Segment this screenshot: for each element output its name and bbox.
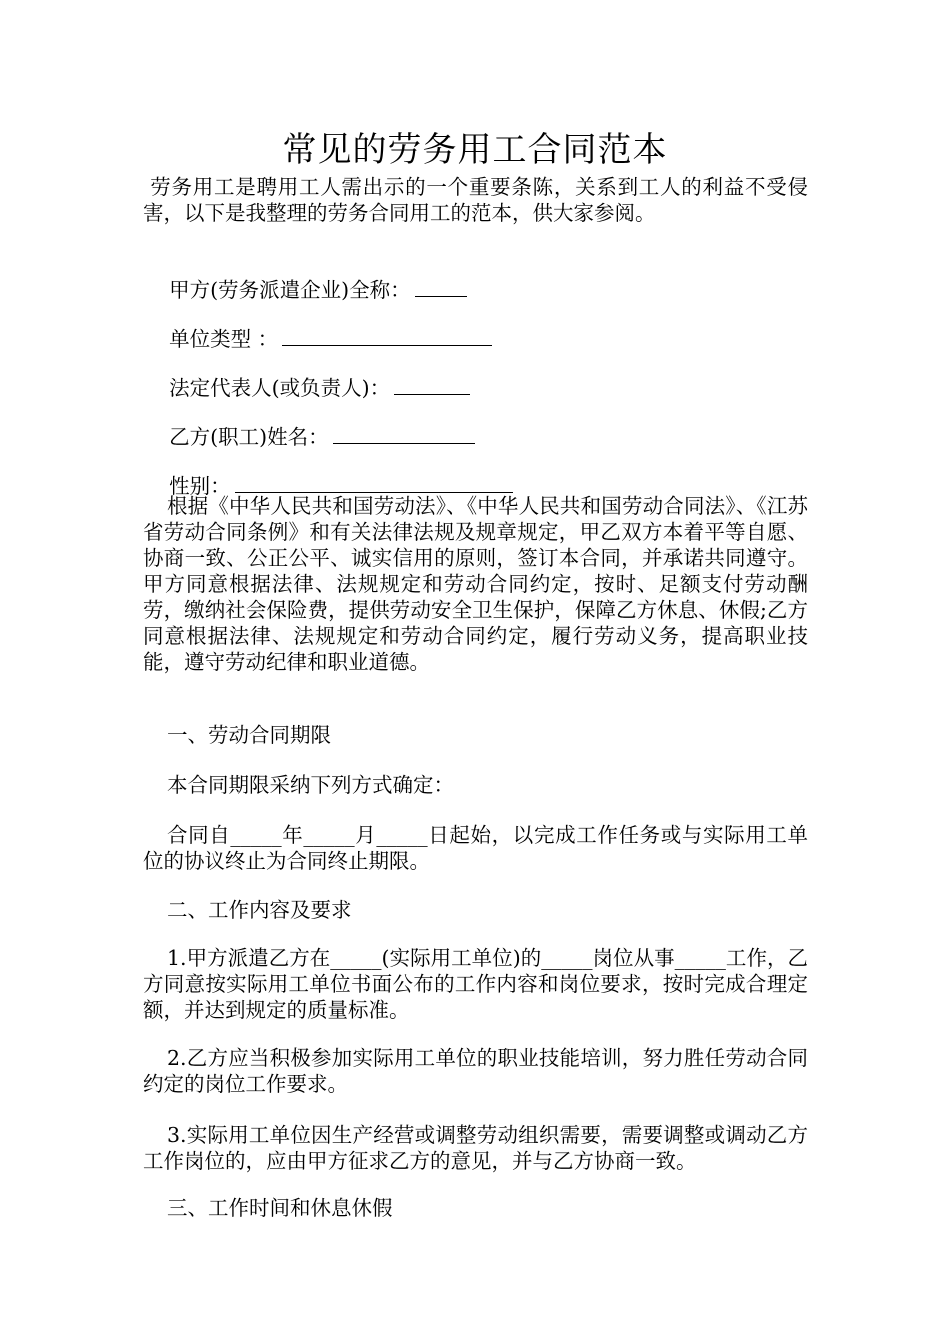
- field-legal-rep-blank: [394, 375, 470, 395]
- field-party-a-blank: [415, 277, 467, 297]
- intro-paragraph: 劳务用工是聘用工人需出示的一个重要条陈，关系到工人的利益不受侵害，以下是我整理的劳务合同用工的范本，供大家参阅。: [143, 175, 808, 225]
- section-2-item-3: 3.实际用工单位因生产经营或调整劳动组织需要，需要调整或调动乙方工作岗位的，应由甲方征求乙方的意见，并与乙方协商一致。: [143, 1123, 808, 1173]
- field-unit-type-label: 单位类型 ：: [169, 327, 279, 351]
- section-1-intro: 本合同期限采纳下列方式确定：: [167, 773, 454, 797]
- section-2-item-1: 1.甲方派遣乙方在_____(实际用工单位)的_____岗位从事_____工作，乙方同意按实际用工单位书面公布的工作内容和岗位要求，按时完成合理定额，并达到规定的质量标准。: [143, 946, 808, 1022]
- section-1-term: 合同自_____年_____月_____日起始，以完成工作任务或与实际用工单位的协议终止为合同终止期限。: [143, 823, 808, 873]
- section-2-item-2: 2.乙方应当积极参加实际用工单位的职业技能培训，努力胜任劳动合同约定的岗位工作要求。: [143, 1046, 808, 1096]
- field-gender-label: 性别：: [169, 474, 231, 498]
- document-title: 常见的劳务用工合同范本: [282, 130, 668, 170]
- field-unit-type-blank: [282, 326, 492, 346]
- preamble-paragraph: 根据《中华人民共和国劳动法》、《中华人民共和国劳动合同法》、《江苏省劳动合同条例》和有关法律法规及规章规定，甲乙双方本着平等自愿、协商一致、公正公平、诚实信用的原则，签订本合同，并承诺共同遵守。甲方同意根据法律、法规规定和劳动合同约定，按时、足额支付劳动酬劳，缴纳社会保险费，提供劳动安全卫生保护，保障乙方休息、休假;乙方同意根据法律、法规规定和劳动合同约定，履行劳动义务，提高职业技能，遵守劳动纪律和职业道德。: [143, 494, 808, 674]
- field-party-b-blank: [333, 424, 475, 444]
- section-2-heading: 二、工作内容及要求: [167, 898, 352, 922]
- field-legal-rep-label: 法定代表人(或负责人)：: [169, 376, 391, 400]
- field-gender-blank: [235, 473, 513, 493]
- section-1-heading: 一、劳动合同期限: [167, 723, 331, 747]
- field-party-a-label: 甲方(劳务派遣企业)全称：: [169, 278, 411, 302]
- field-party-b-label: 乙方(职工)姓名：: [169, 425, 329, 449]
- section-3-heading: 三、工作时间和休息休假: [167, 1196, 393, 1220]
